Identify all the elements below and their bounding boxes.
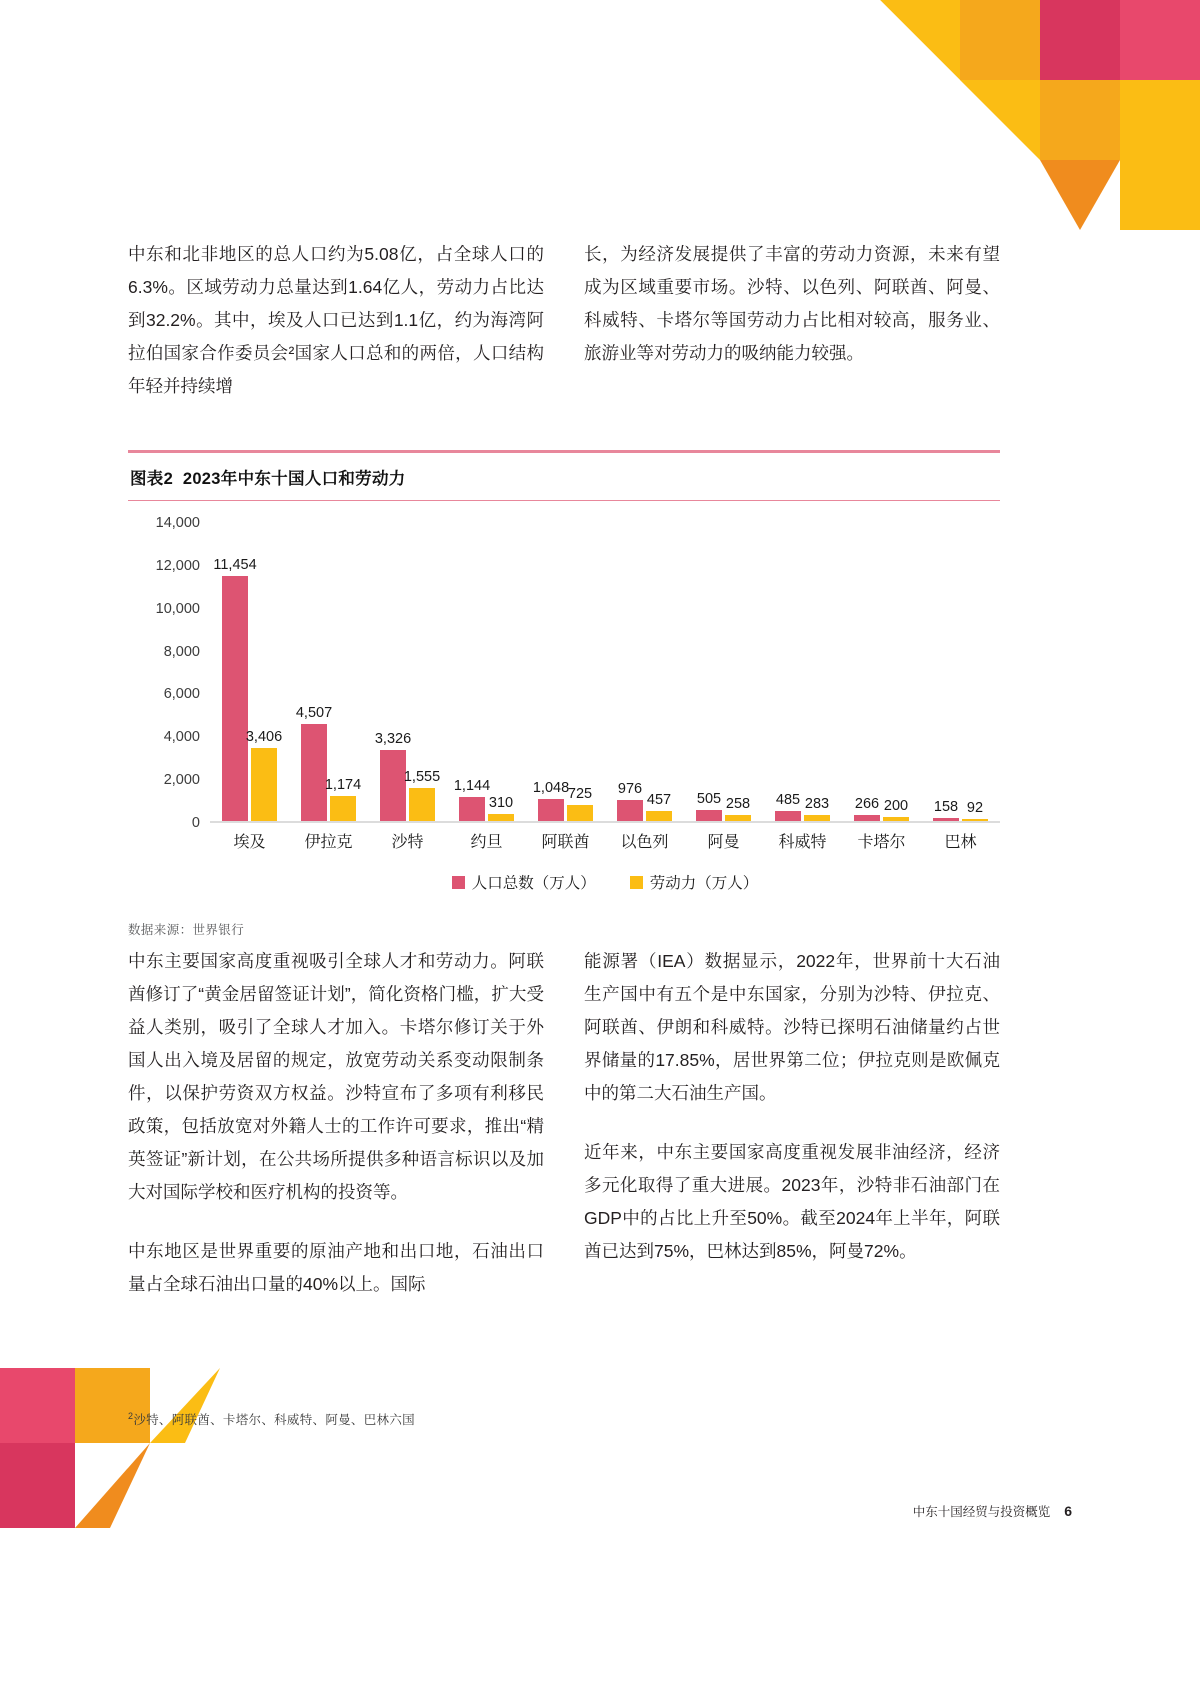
y-axis-tick: 2,000 (163, 772, 200, 789)
x-axis-label: 沙特 (391, 834, 424, 851)
bar-group (368, 523, 447, 821)
bar-group (921, 523, 1000, 821)
intro-left-paragraph: 中东和北非地区的总人口约为5.08亿，占全球人口的6.3%。区域劳动力总量达到1.64亿人，劳动力占比达到32.2%。其中，埃及人口已达到1.1亿，约为海湾阿拉伯国家合作委员会²国家人口总和的两倍，人口结构年轻并持续增 (128, 244, 544, 396)
legend-swatch (452, 876, 465, 889)
figure-bottom-rule (128, 500, 1000, 502)
body-columns (128, 945, 1000, 1301)
bar-labor-force (725, 796, 751, 821)
bar-value-label: 266 (854, 796, 880, 813)
legend-swatch (630, 876, 643, 889)
bar-population (374, 730, 412, 821)
y-axis-tick: 10,000 (155, 600, 200, 617)
bar-value-label: 283 (804, 795, 830, 812)
y-axis-tick: 12,000 (155, 557, 200, 574)
bar-group (605, 523, 684, 821)
bar-population (933, 798, 959, 821)
chart-plot-area (210, 523, 1000, 823)
y-axis-tick: 6,000 (163, 686, 200, 703)
intro-left-column (128, 238, 544, 403)
chart-bar-groups (210, 523, 1000, 821)
bar-value-label: 258 (725, 796, 751, 813)
bar-group (526, 523, 605, 821)
decorative-graphic-top-right (880, 0, 1200, 230)
bar-labor-force (324, 776, 362, 821)
bar-value-label: 92 (966, 800, 984, 816)
y-axis-tick: 14,000 (155, 515, 200, 531)
bar-labor-force (488, 795, 514, 821)
x-axis-label: 阿联酋 (541, 834, 590, 851)
intro-right-column (584, 238, 1000, 403)
bar-labor-force (883, 797, 909, 821)
bar-population (532, 779, 570, 821)
y-axis-tick: 4,000 (163, 729, 200, 746)
bar-value-label: 1,555 (403, 768, 441, 785)
bar-chart (128, 515, 1000, 892)
bar-population (213, 556, 257, 821)
bar-value-label: 200 (883, 797, 909, 814)
bar-value-label: 158 (933, 798, 959, 815)
y-axis-tick: 0 (191, 815, 200, 831)
footer-doc-title: 中东十国经贸与投资概览 (912, 1505, 1051, 1519)
bar-population (453, 777, 491, 822)
bar-value-label: 11,454 (213, 556, 257, 573)
body-right-paragraph-2: 近年来，中东主要国家高度重视发展非油经济，经济多元化取得了重大进展。2023年，沙特非石油部门在GDP中的占比上升至50%。截至2024年上半年，阿联酋已达到75%，巴林达到85%，阿曼72%。 (584, 1142, 1000, 1261)
bar-value-label: 485 (775, 791, 801, 808)
bar-value-label: 1,144 (453, 777, 491, 794)
bar-value-label: 976 (617, 781, 643, 798)
bar-labor-force (403, 768, 441, 821)
figure-2 (128, 450, 1000, 938)
footnote-marker: 2 (128, 1410, 134, 1421)
x-axis-label: 阿曼 (707, 834, 740, 851)
footnote-text: 沙特、阿联酋、卡塔尔、科威特、阿曼、巴林六国 (133, 1413, 415, 1427)
chart-legend (210, 871, 1000, 893)
bar-labor-force (245, 729, 283, 821)
x-axis-label: 科威特 (778, 834, 827, 851)
x-axis-label: 约旦 (470, 834, 503, 851)
footnote (128, 1410, 828, 1428)
chart-y-axis (128, 515, 200, 831)
bar-value-label: 4,507 (295, 705, 333, 722)
bar-value-label: 1,048 (532, 779, 570, 796)
legend-item (452, 871, 596, 893)
bar-group (684, 523, 763, 821)
bar-labor-force (962, 800, 988, 821)
bar-value-label: 457 (646, 792, 672, 809)
bar-value-label: 725 (567, 786, 593, 803)
x-axis-label: 巴林 (944, 834, 977, 851)
bar-group (763, 523, 842, 821)
body-left-paragraph-2: 中东地区是世界重要的原油产地和出口地，石油出口量占全球石油出口量的40%以上。国际 (128, 1241, 544, 1294)
bar-group (447, 523, 526, 821)
legend-label: 劳动力（万人） (649, 875, 759, 892)
body-left-paragraph-1: 中东主要国家高度重视吸引全球人才和劳动力。阿联酋修订了“黄金居留签证计划”，简化资格门槛，扩大受益人类别，吸引了全球人才加入。卡塔尔修订关于外国人出入境及居留的规定，放宽劳动关系变动限制条件，以保护劳资双方权益。沙特宣布了多项有利移民政策，包括放宽对外籍人士的工作许可要求，推出“精英签证”新计划，在公共场所提供多种语言标识以及加大对国际学校和医疗机构的投资等。 (128, 951, 544, 1202)
bar-value-label: 310 (488, 795, 514, 812)
bar-labor-force (567, 786, 593, 821)
figure-label: 图表2 (130, 469, 174, 488)
chart-x-axis-labels (210, 829, 1000, 852)
page-footer (913, 1502, 1072, 1520)
bar-population (775, 791, 801, 821)
intro-right-paragraph: 长，为经济发展提供了丰富的劳动力资源，未来有望成为区域重要市场。沙特、以色列、阿联酋、阿曼、科威特、卡塔尔等国劳动力占比相对较高，服务业、旅游业等对劳动力的吸纳能力较强。 (584, 244, 1000, 363)
bar-group (210, 523, 289, 821)
x-axis-label: 埃及 (233, 834, 266, 851)
page-number: 6 (1064, 1503, 1072, 1519)
bar-value-label: 3,326 (374, 730, 412, 747)
intro-columns (128, 238, 1000, 403)
figure-source: 数据来源：世界银行 (128, 923, 245, 937)
legend-item (630, 871, 759, 893)
x-axis-label: 卡塔尔 (857, 834, 906, 851)
figure-title-text: 2023年中东十国人口和劳动力 (182, 469, 406, 488)
bar-group (289, 523, 368, 821)
bar-value-label: 505 (696, 791, 722, 808)
bar-population (854, 796, 880, 821)
bar-population (617, 781, 643, 821)
body-right-paragraph-1: 能源署（IEA）数据显示，2022年，世界前十大石油生产国中有五个是中东国家，分别为沙特、伊拉克、阿联酋、伊朗和科威特。沙特已探明石油储量约占世界储量的17.85%，居世界第二位；伊拉克则是欧佩克中的第二大石油生产国。 (584, 951, 1000, 1103)
bar-labor-force (646, 792, 672, 821)
bar-value-label: 3,406 (245, 729, 283, 746)
bar-value-label: 1,174 (324, 776, 362, 793)
x-axis-label: 伊拉克 (304, 834, 353, 851)
figure-title (128, 453, 1000, 500)
x-axis-label: 以色列 (620, 834, 669, 851)
bar-population (295, 705, 333, 821)
bar-group (842, 523, 921, 821)
y-axis-tick: 8,000 (163, 643, 200, 660)
body-right-column (584, 945, 1000, 1301)
body-left-column (128, 945, 544, 1301)
bar-population (696, 791, 722, 821)
bar-labor-force (804, 795, 830, 821)
legend-label: 人口总数（万人） (471, 875, 596, 892)
decorative-graphic-bottom-left (0, 1368, 220, 1528)
